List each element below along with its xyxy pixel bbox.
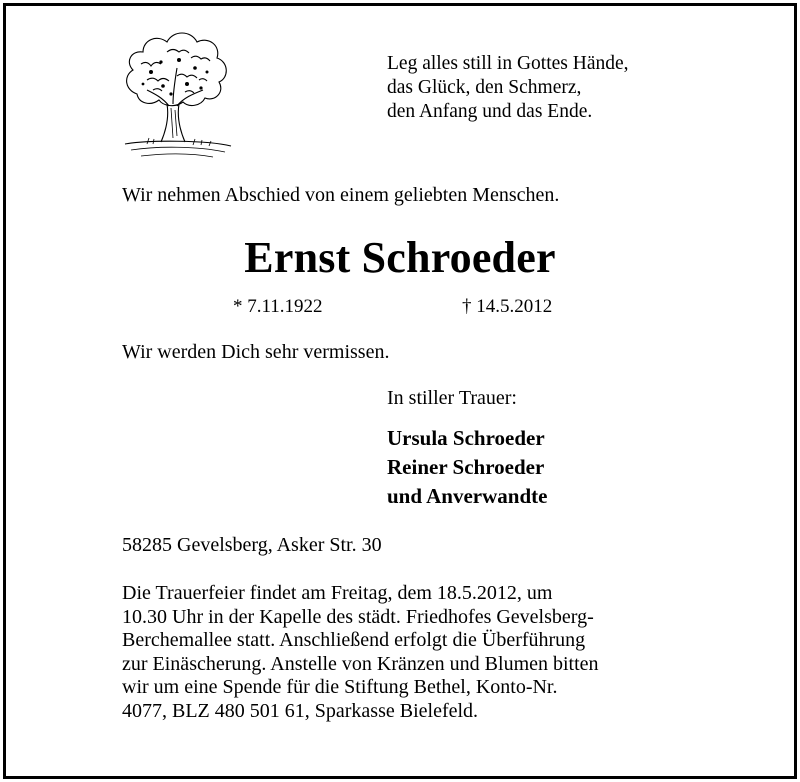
death-date: † 14.5.2012	[462, 296, 553, 317]
mourning-heading: In stiller Trauer:	[387, 387, 517, 409]
service-line: 10.30 Uhr in der Kapelle des städt. Friedhofes Gevelsberg-	[122, 605, 594, 628]
service-line: wir um eine Spende für die Stiftung Bethel, Konto-Nr.	[122, 676, 558, 699]
birth-date: * 7.11.1922	[233, 296, 323, 317]
service-line: 4077, BLZ 480 501 61, Sparkasse Bielefeld.	[122, 699, 479, 722]
service-line: Die Trauerfeier findet am Freitag, dem 18.5.2012, um	[122, 582, 553, 604]
address: 58285 Gevelsberg, Asker Str. 30	[122, 534, 382, 556]
tree-illustration-icon	[117, 24, 237, 162]
service-line: zur Einäscherung. Anstelle von Kränzen und Blumen bitten	[122, 652, 599, 675]
mourner-name: und Anverwandte	[387, 484, 548, 508]
deceased-name: Ernst Schroeder	[244, 233, 556, 282]
mourner-name: Reiner Schroeder	[387, 455, 545, 479]
verse	[387, 52, 629, 124]
intro-text: Wir nehmen Abschied von einem geliebten Menschen.	[122, 184, 560, 206]
verse-line: den Anfang und das Ende.	[387, 101, 593, 122]
mourner-list	[387, 424, 547, 511]
service-line: Berchemallee statt. Anschließend erfolgt die Überführung	[122, 629, 586, 652]
verse-line: das Glück, den Schmerz,	[387, 77, 582, 98]
service-info	[122, 582, 599, 724]
verse-line: Leg alles still in Gottes Hände,	[387, 53, 629, 74]
mourner-name: Ursula Schroeder	[387, 426, 545, 450]
closing-text: Wir werden Dich sehr vermissen.	[122, 341, 390, 363]
